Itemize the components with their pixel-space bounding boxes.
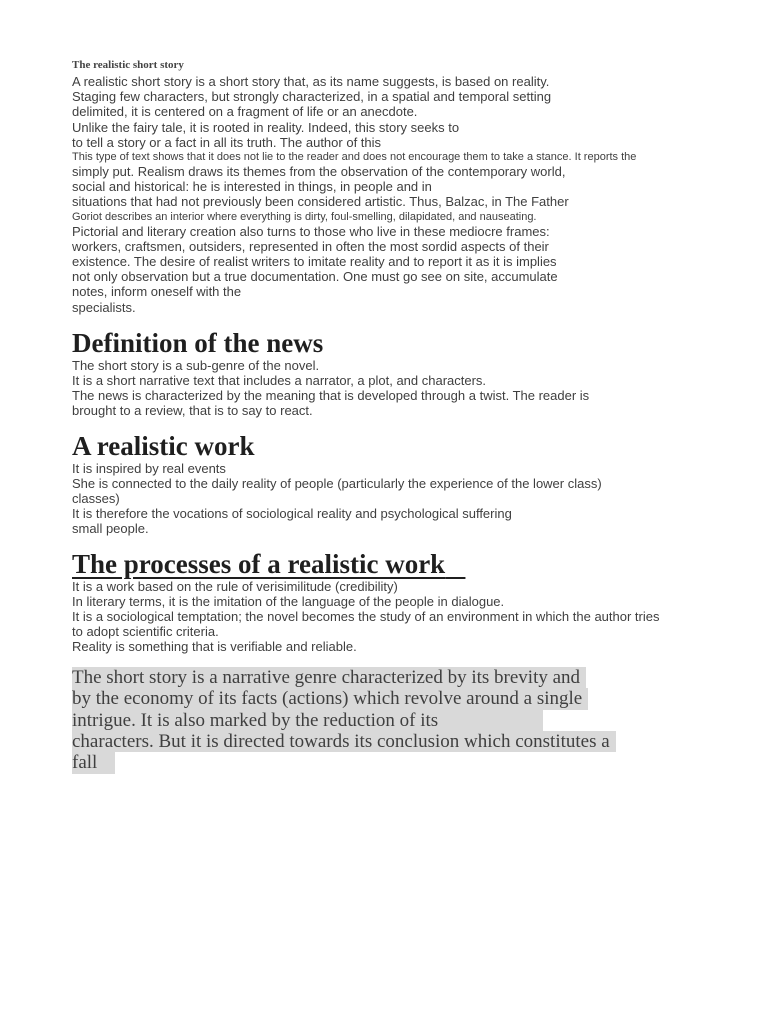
section-line: In literary terms, it is the imitation of the language of the people in dialogue. [72,593,505,609]
section-body-processes [72,579,712,655]
intro-line: This type of text shows that it does not lie to the reader and does not encourage them to take a stance. It reports the [72,151,637,164]
highlighted-line: characters. But it is directed towards its conclusion which constitutes a [72,731,616,752]
intro-line: existence. The desire of realist writers to imitate reality and to report it as it is implies [72,254,557,270]
intro-line: not only observation but a true documentation. One must go see on site, accumulate [72,269,558,285]
highlighted-line: intrigue. It is also marked by the reduction of its [72,710,543,731]
section-line: brought to a review, that is to say to react. [72,403,313,419]
section-line: It is a short narrative text that includes a narrator, a plot, and characters. [72,373,487,389]
section-heading-processes-text: The processes of a realistic work [72,548,446,579]
section-body-definition [72,358,712,419]
section-line: The news is characterized by the meaning that is developed through a twist. The reader is [72,388,590,404]
intro-line: Staging few characters, but strongly characterized, in a spatial and temporal setting [72,89,552,105]
section-line: It is a work based on the rule of verisimilitude (credibility) [72,578,398,594]
intro-line: delimited, it is centered on a fragment of life or an anecdote. [72,104,418,120]
section-line: to adopt scientific criteria. [72,624,219,640]
section-line: It is a sociological temptation; the novel becomes the study of an environment in which the author tries [72,609,660,625]
intro-line: social and historical: he is interested in things, in people and in [72,179,432,195]
intro-line: workers, craftsmen, outsiders, represented in often the most sordid aspects of their [72,238,549,254]
intro-line: A realistic short story is a short story that, as its name suggests, is based on reality. [72,74,550,89]
section-heading-processes [72,549,712,579]
section-body-realistic-work [72,461,712,537]
section-heading-realistic-work: A realistic work [72,430,255,461]
document-title: The realistic short story [72,59,184,71]
section-line: It is therefore the vocations of sociological reality and psychological suffering [72,506,512,522]
section-line: small people. [72,521,149,537]
intro-line: specialists. [72,299,136,315]
highlighted-paragraph [72,667,712,774]
intro-line: Unlike the fairy tale, it is rooted in reality. Indeed, this story seeks to [72,119,460,135]
section-line: She is connected to the daily reality of people (particularly the experience of the lower class) [72,475,602,491]
intro-line: to tell a story or a fact in all its truth. The author of this [72,134,382,150]
intro-line: situations that had not previously been considered artistic. Thus, Balzac, in The Father [72,194,569,210]
section-line: The short story is a sub-genre of the novel. [72,357,320,373]
intro-line: Goriot describes an interior where everything is dirty, foul-smelling, dilapidated, and nauseating. [72,210,537,223]
section-heading-definition: Definition of the news [72,327,324,358]
section-line: Reality is something that is verifiable and reliable. [72,639,357,655]
highlighted-line: fall [72,752,115,773]
intro-line: simply put. Realism draws its themes from the observation of the contemporary world, [72,164,566,180]
intro-line: notes, inform oneself with the [72,284,242,300]
intro-paragraph [72,74,712,315]
highlighted-line: by the economy of its facts (actions) which revolve around a single [72,688,588,709]
intro-line: Pictorial and literary creation also turns to those who live in these mediocre frames: [72,223,550,239]
document-page [72,58,712,774]
highlighted-line: The short story is a narrative genre characterized by its brevity and [72,667,586,688]
section-line: It is inspired by real events [72,460,226,476]
section-line: classes) [72,491,120,507]
